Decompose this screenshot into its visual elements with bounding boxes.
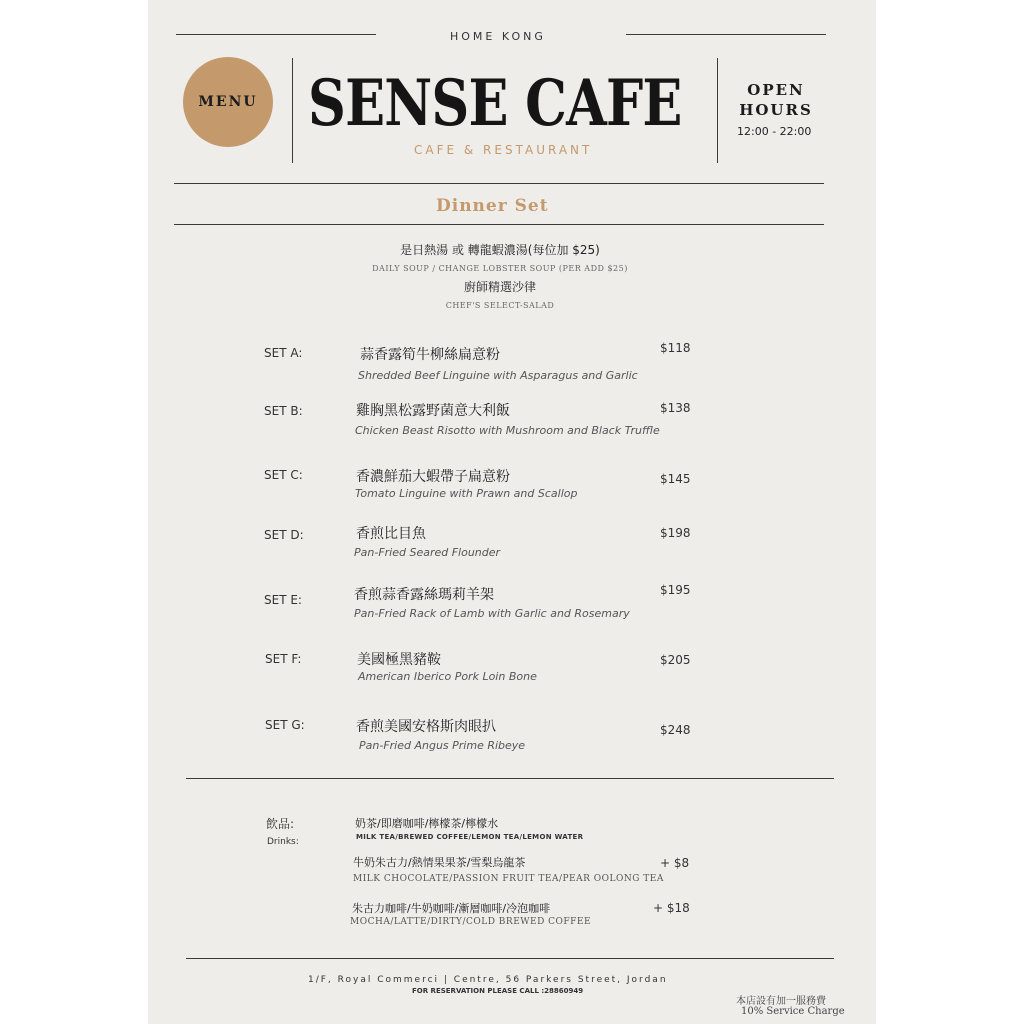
sets-bottom-rule <box>186 778 834 779</box>
drink-group-price: + $18 <box>653 901 690 915</box>
set-dish-zh: 香煎比目魚 <box>356 526 426 542</box>
set-dish-en: Shredded Beef Linguine with Asparagus and Garlic <box>358 369 638 382</box>
set-dish-en: Pan-Fried Seared Flounder <box>354 546 501 559</box>
brand-title: SENSE CAFE <box>308 66 682 141</box>
top-rule-left <box>176 34 376 35</box>
drink-group-en: MOCHA/LATTE/DIRTY/COLD BREWED COFFEE <box>350 917 592 927</box>
menu-badge <box>183 57 273 147</box>
set-label: SET G: <box>265 718 305 732</box>
starters <box>300 241 700 313</box>
drinks-bottom-rule <box>186 958 834 959</box>
set-label: SET F: <box>265 652 302 666</box>
footer-address: 1/F, Royal Commerci | Centre, 56 Parkers Street, Jordan <box>308 975 668 985</box>
set-dish-en: American Iberico Pork Loin Bone <box>358 670 537 683</box>
set-price: $248 <box>660 723 691 737</box>
set-price: $195 <box>660 583 691 597</box>
open-label: OPEN <box>747 81 805 99</box>
set-price: $118 <box>660 341 691 355</box>
menu-badge-label: MENU <box>198 94 258 110</box>
drink-group-zh: 牛奶朱古力/熱情果果茶/雪梨烏龍茶 <box>353 856 526 869</box>
section-bottom-rule <box>174 224 824 225</box>
set-label: SET E: <box>264 593 302 607</box>
set-dish-en: Pan-Fried Angus Prime Ribeye <box>359 739 526 752</box>
hours-label: HOURS <box>739 101 813 119</box>
drinks-label-zh: 飲品: <box>266 817 295 831</box>
set-dish-zh: 香濃鮮茄大蝦帶子扁意粉 <box>356 469 510 485</box>
drink-group-price: + $8 <box>660 856 690 870</box>
set-price: $145 <box>660 472 691 486</box>
set-dish-en: Tomato Linguine with Prawn and Scallop <box>355 487 578 500</box>
set-dish-en: Pan-Fried Rack of Lamb with Garlic and Rosemary <box>354 607 630 620</box>
location-label: HOME KONG <box>450 30 546 43</box>
top-rule-right <box>626 34 826 35</box>
drinks-label-en: Drinks: <box>267 837 299 847</box>
drink-group-zh: 朱古力咖啡/牛奶咖啡/漸層咖啡/冷泡咖啡 <box>352 902 551 915</box>
set-dish-en: Chicken Beast Risotto with Mushroom and Black Truffle <box>355 424 660 437</box>
set-price: $205 <box>660 653 691 667</box>
set-dish-zh: 香煎蒜香露絲瑪莉羊架 <box>354 587 494 603</box>
brand-subtitle: CAFE & RESTAURANT <box>414 143 593 157</box>
set-dish-zh: 雞胸黑松露野菌意大利飯 <box>356 403 510 419</box>
brand-right-divider <box>717 58 718 163</box>
starter-soup-zh: 是日熱湯 或 轉龍蝦濃湯(每位加 $25) <box>400 243 600 257</box>
drink-group-en: MILK CHOCOLATE/PASSION FRUIT TEA/PEAR OOLONG TEA <box>353 874 664 884</box>
set-price: $198 <box>660 526 691 540</box>
service-charge-en: 10% Service Charge <box>741 1006 845 1017</box>
set-label: SET A: <box>264 346 303 360</box>
brand-left-divider <box>292 58 293 163</box>
set-dish-zh: 香煎美國安格斯肉眼扒 <box>356 719 496 735</box>
set-label: SET C: <box>264 468 303 482</box>
starter-salad-en: CHEF'S SELECT-SALAD <box>445 301 555 310</box>
drink-group-zh: 奶茶/即磨咖啡/檸檬茶/檸檬水 <box>355 817 499 830</box>
set-label: SET D: <box>264 528 304 542</box>
service-charge-zh: 本店設有加一服務費 <box>736 996 826 1007</box>
open-hours-time: 12:00 - 22:00 <box>737 125 812 138</box>
set-price: $138 <box>660 401 691 415</box>
set-dish-zh: 美國極黑豬鞍 <box>357 652 441 668</box>
header-bottom-rule <box>174 183 824 184</box>
starter-salad-zh: 廚師精選沙律 <box>463 280 536 294</box>
set-label: SET B: <box>264 404 303 418</box>
section-title: Dinner Set <box>436 196 549 216</box>
starter-soup-en: DAILY SOUP / CHANGE LOBSTER SOUP (PER ADD $25) <box>372 264 628 273</box>
footer-reservation: FOR RESERVATION PLEASE CALL :28860949 <box>412 987 584 995</box>
set-dish-zh: 蒜香露筍牛柳絲扁意粉 <box>360 347 500 363</box>
open-hours-heading <box>734 80 818 120</box>
drink-group-en: MILK TEA/BREWED COFFEE/LEMON TEA/LEMON WATER <box>356 833 584 841</box>
